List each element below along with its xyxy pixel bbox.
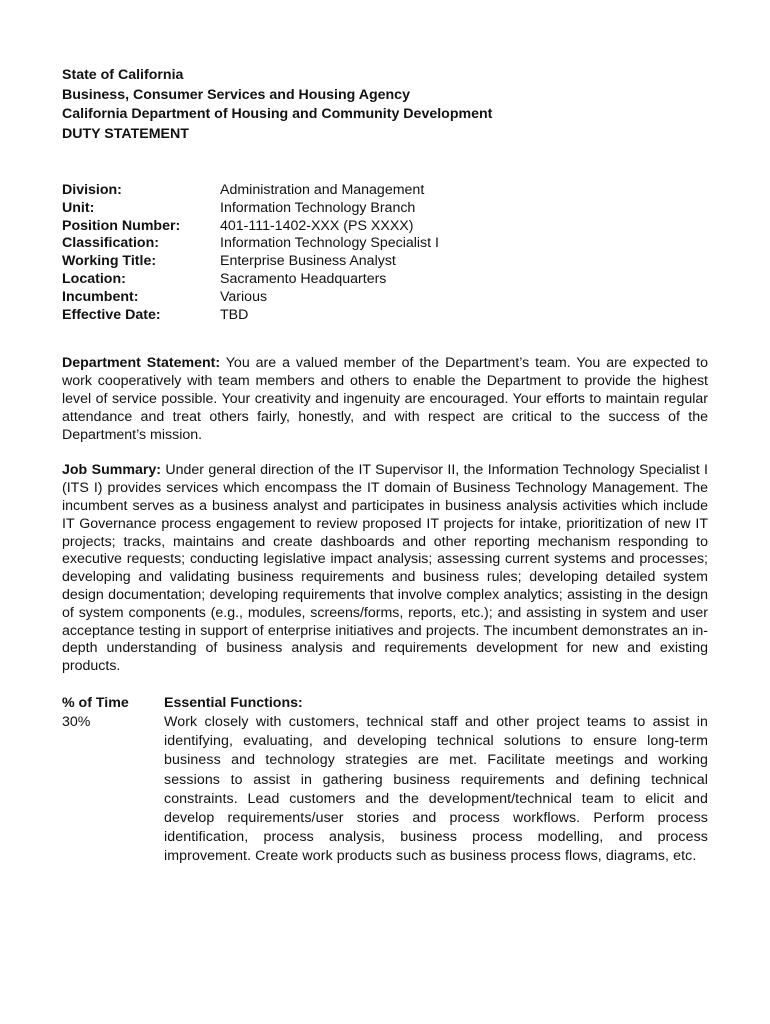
- info-row-division: [62, 182, 708, 200]
- info-row-working-title: [62, 253, 708, 271]
- document-header: [62, 66, 708, 144]
- info-value: Enterprise Business Analyst: [220, 253, 396, 270]
- info-label: Effective Date:: [62, 306, 161, 323]
- time-column-header: % of Time: [62, 694, 129, 711]
- job-summary-text: Under general direction of the IT Supervisor II, the Information Technology Specialist I (ITS I) provides services which encompass the IT domain of Business Technology Management. The incumbent serves as a business analyst and participates in business analysis activities which include IT Governance process engagement to review proposed IT projects for intake, prioritization of new IT projects; tracks, maintains and create dashboards and other reporting mechanism responding to executive requests; conducting legislative impact analysis; assessing current systems and processes; developing and validating business requirements and business rules; developing detailed system design documentation; developing requirements that involve complex analytics; assisting in the design of system components (e.g., modules, screens/forms, reports, etc.); and assisting in system and user acceptance testing in support of enterprise initiatives and projects. The incumbent demonstrates an in-depth understanding of business analysis and requirements development for new and existing products.: [62, 462, 708, 675]
- header-document-title: DUTY STATEMENT: [62, 125, 189, 142]
- essential-functions-header: [62, 694, 708, 713]
- info-row-position-number: [62, 218, 708, 236]
- function-description: Work closely with customers, technical staff and other project teams to assist in identifying, evaluating, and developing technical solutions to ensure long-term business and technology strategies are met. Facilitate meetings and working sessions to assist in gathering business requirements and defining technical constraints. Lead customers and the development/technical team to elicit and develop requirements/user stories and process workflows. Perform process identification, process analysis, business process modelling, and process improvement. Create work products such as business process flows, diagrams, etc.: [164, 713, 708, 865]
- info-value: TBD: [220, 306, 249, 323]
- info-value: Sacramento Headquarters: [220, 270, 387, 287]
- functions-column-header: Essential Functions:: [164, 694, 303, 711]
- info-value: 401-111-1402-XXX (PS XXXX): [220, 217, 414, 234]
- essential-functions-section: [62, 694, 708, 867]
- info-row-unit: [62, 200, 708, 218]
- info-value: Information Technology Branch: [220, 199, 416, 216]
- info-label: Unit:: [62, 199, 95, 216]
- info-label: Classification:: [62, 235, 159, 252]
- position-info-table: [62, 182, 708, 324]
- info-row-classification: [62, 235, 708, 253]
- info-value: Information Technology Specialist I: [220, 235, 439, 252]
- info-label: Position Number:: [62, 217, 181, 234]
- info-value: Various: [220, 288, 268, 305]
- info-label: Location:: [62, 270, 126, 287]
- function-percent: 30%: [62, 713, 91, 730]
- function-row: [62, 713, 708, 867]
- job-summary-label: Job Summary:: [62, 462, 161, 479]
- department-statement: [62, 355, 708, 444]
- info-row-effective-date: [62, 307, 708, 325]
- header-department: California Department of Housing and Community Development: [62, 106, 493, 122]
- info-value: Administration and Management: [220, 182, 425, 198]
- duty-statement-page: [62, 66, 708, 867]
- header-state: State of California: [62, 67, 184, 83]
- info-label: Division:: [62, 182, 122, 198]
- info-row-incumbent: [62, 289, 708, 307]
- department-statement-label: Department Statement:: [62, 355, 221, 372]
- job-summary: [62, 462, 708, 676]
- header-agency: Business, Consumer Services and Housing Agency: [62, 86, 410, 103]
- info-label: Working Title:: [62, 253, 157, 270]
- info-label: Incumbent:: [62, 288, 139, 305]
- department-statement-text: You are a valued member of the Department’s team. You are expected to work cooperatively with team members and others to enable the Department to provide the highest level of service possible. Your creativity and ingenuity are encouraged. Your efforts to maintain regular attendance and treat others fairly, honestly, and with respect are critical to the success of the Department’s mission.: [62, 355, 708, 443]
- info-row-location: [62, 271, 708, 289]
